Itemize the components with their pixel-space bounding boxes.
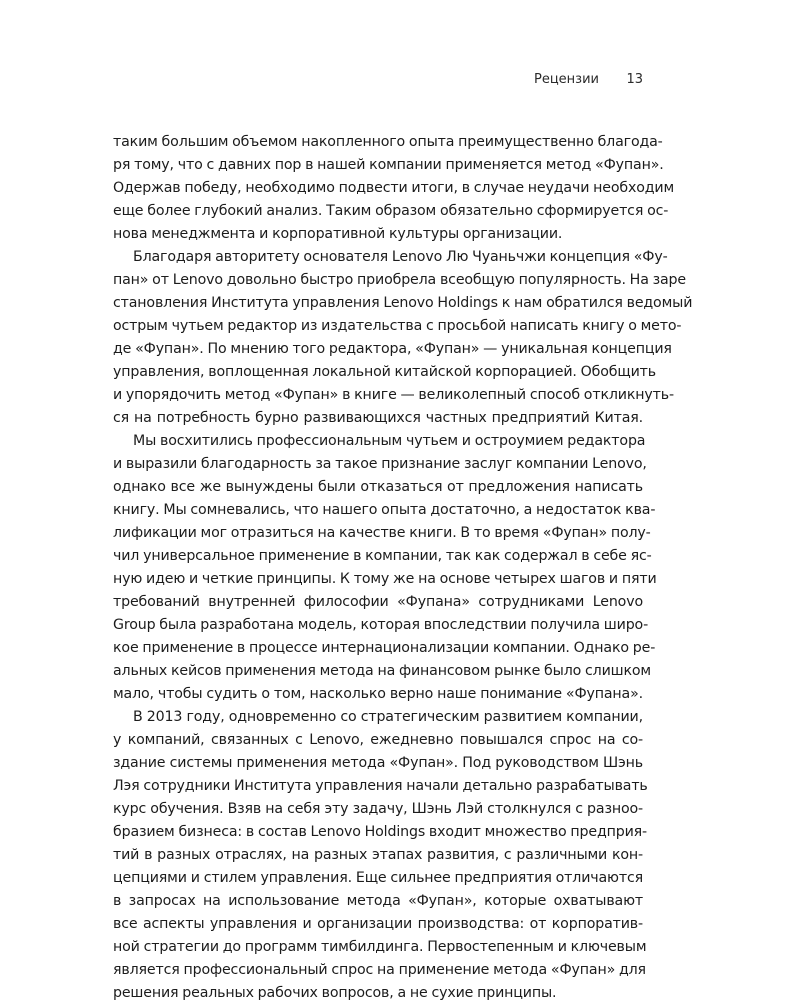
text-line: Group была разработана модель, которая впоследствии получила широ- <box>113 617 649 633</box>
text-line: Благодаря авторитету основателя Lenovo Лю Чуаньчжи концепция «Фу- <box>133 249 668 265</box>
text-line: решения реальных рабочих вопросов, а не сухие принципы. <box>113 985 557 1001</box>
page-number: 13 <box>626 72 643 87</box>
text-line: ся на потребность бурно развивающихся частных предприятий Китая. <box>113 410 643 426</box>
text-line: книгу. Мы сомневались, что нашего опыта достаточно, а недостаток ква- <box>113 502 656 518</box>
paragraph <box>113 706 648 1005</box>
text-line: тий в разных отраслях, на разных этапах развития, с различными кон- <box>113 847 643 863</box>
text-line: у компаний, связанных с Lenovo, ежедневно повышался спрос на со- <box>113 732 643 748</box>
text-line: пан» от Lenovo довольно быстро приобрела всеобщую популярность. На заре <box>113 272 686 288</box>
text-line: Одержав победу, необходимо подвести итоги, в случае неудачи необходим <box>113 180 675 196</box>
text-line: Мы восхитились профессиональным чутьем и остроумием редактора <box>133 433 646 449</box>
text-line: здание системы применения метода «Фупан». Под руководством Шэнь <box>113 755 643 771</box>
text-line: ря тому, что с давних пор в нашей компании применяется метод «Фупан». <box>113 157 664 173</box>
running-header <box>113 72 643 92</box>
text-line: ной стратегии до программ тимбилдинга. Первостепенным и ключевым <box>113 939 647 955</box>
text-line: однако все же вынуждены были отказаться от предложения написать <box>113 479 643 495</box>
paragraph <box>113 131 675 246</box>
text-line: мало, чтобы судить о том, насколько верно наше понимание «Фупана». <box>113 686 643 702</box>
text-line: курс обучения. Взяв на себя эту задачу, Шэнь Лэй столкнулся с разноо- <box>113 801 643 817</box>
text-line: в запросах на использование метода «Фупан», которые охватывают <box>113 893 643 909</box>
text-line: де «Фупан». По мнению того редактора, «Фупан» — уникальная концепция <box>113 341 672 357</box>
text-line: В 2013 году, одновременно со стратегическим развитием компании, <box>133 709 643 725</box>
text-line: требований внутренней философии «Фупана» сотрудниками Lenovo <box>113 594 643 610</box>
text-line: чил универсальное применение в компании, так как содержал в себе яс- <box>113 548 652 564</box>
text-line: Лэя сотрудники Института управления начали детально разрабатывать <box>113 778 648 794</box>
text-line: острым чутьем редактор из издательства с просьбой написать книгу о мето- <box>113 318 682 334</box>
text-line: и выразили благодарность за такое признание заслуг компании Lenovo, <box>113 456 647 472</box>
text-line: еще более глубокий анализ. Таким образом обязательно сформируется ос- <box>113 203 669 219</box>
text-line: нова менеджмента и корпоративной культуры организации. <box>113 226 563 242</box>
text-line: цепциями и стилем управления. Еще сильнее предприятия отличаются <box>113 870 643 886</box>
text-line: кое применение в процессе интернационализации компании. Однако ре- <box>113 640 656 656</box>
text-line: является профессиональный спрос на применение метода «Фупан» для <box>113 962 646 978</box>
text-line: ную идею и четкие принципы. К тому же на основе четырех шагов и пяти <box>113 571 657 587</box>
body-text <box>113 131 693 1005</box>
text-line: и упорядочить метод «Фупан» в книге — великолепный способ откликнуть- <box>113 387 674 403</box>
text-line: альных кейсов применения метода на финансовом рынке было слишком <box>113 663 651 679</box>
paragraph <box>113 246 693 430</box>
text-line: бразием бизнеса: в состав Lenovo Holdings входит множество предприя- <box>113 824 648 840</box>
text-line: управления, воплощенная локальной китайской корпорацией. Обобщить <box>113 364 656 380</box>
section-title: Рецензии <box>534 72 599 87</box>
text-line: все аспекты управления и организации производства: от корпоратив- <box>113 916 643 932</box>
paragraph <box>113 430 657 706</box>
text-line: становления Института управления Lenovo Holdings к нам обратился ведомый <box>113 295 693 311</box>
text-line: таким большим объемом накопленного опыта преимущественно благода- <box>113 134 663 150</box>
text-line: лификации мог отразиться на качестве книги. В то время «Фупан» полу- <box>113 525 651 541</box>
